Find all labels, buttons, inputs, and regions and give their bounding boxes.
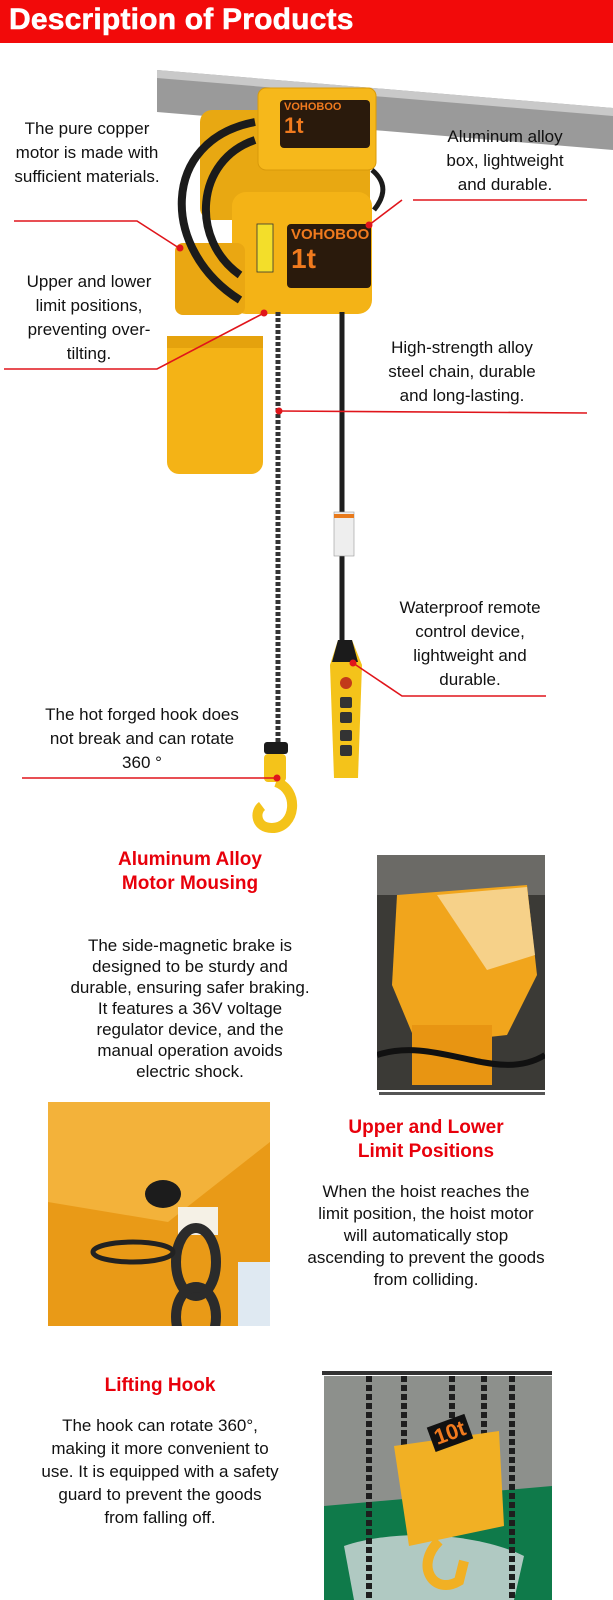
callout-copper-motor: The pure copper motor is made with sufficient materials. (14, 119, 160, 186)
hoist-capacity-label-top: 1t (284, 113, 304, 138)
callout-alloy-chain: High-strength alloy steel chain, durable and long-lasting. (388, 338, 536, 405)
lifting-hook-photo (324, 1376, 552, 1600)
callout-aluminum-box: Aluminum alloy box, lightweight and durable. (446, 127, 564, 194)
motor-housing-photo (377, 855, 545, 1090)
motor-housing-photo-underline (379, 1092, 545, 1095)
hoist-brand-label-top: VOHOBOO (284, 101, 342, 113)
section-lifting-hook-body: The hook can rotate 360°, making it more convenient to use. It is equipped with a safety guard to prevent the goods from falling off. (41, 1416, 279, 1527)
page-title: Description of Products (9, 3, 354, 36)
lifting-hook-photo-topline (322, 1371, 552, 1375)
section-lifting-hook-title-line1: Lifting Hook (104, 1375, 216, 1396)
limit-positions-photo (48, 1102, 270, 1326)
section-motor-housing-body: The side-magnetic brake is designed to be sturdy and durable, ensuring safer braking. It features a 36V voltage regulator device, and the manual operation avoids electric shock. (70, 936, 310, 1081)
callout-limit-positions: Upper and lower limit positions, preventing over-tilting. (26, 272, 152, 363)
section-motor-housing-title-line2: Motor Mousing (121, 873, 259, 894)
callout-remote-control: Waterproof remote control device, lightweight and durable. (399, 598, 541, 689)
section-lifting-hook-title (40, 1374, 280, 1398)
section-motor-housing-title (70, 848, 310, 896)
section-limit-positions-title (306, 1116, 546, 1164)
hoist-capacity-label-main: 1t (291, 243, 316, 274)
callout-forged-hook: The hot forged hook does not break and can rotate 360 ° (45, 705, 239, 772)
section-limit-positions-title-line2: Limit Positions (357, 1141, 495, 1162)
hoist-brand-label-main: VOHOBOO (291, 226, 370, 243)
section-limit-positions-title-line1: Upper and Lower (348, 1117, 504, 1138)
section-limit-positions-body: When the hoist reaches the limit position, the hoist motor will automatically stop ascending to prevent the goods from colliding. (307, 1182, 545, 1289)
lifting-hook-photo-label: 10t (427, 1414, 473, 1452)
section-motor-housing-title-line1: Aluminum Alloy (118, 849, 262, 870)
